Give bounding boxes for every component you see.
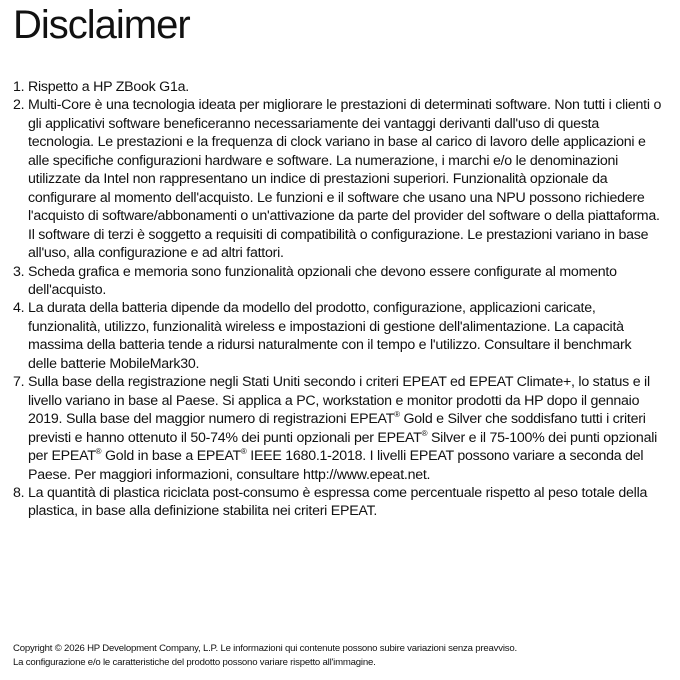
disclaimer-note [13, 299, 663, 373]
footer [13, 642, 673, 670]
note-number: 2. [13, 97, 25, 114]
note-text-segment: Gold e Silver che soddisfano tutti i criteri previsti e hanno ottenuto il 50-74% dei punti opzionali per EPEAT [28, 411, 646, 446]
note-number: 4. [13, 300, 25, 317]
configuration-note: La configurazione e/o le caratteristiche del prodotto possono variare rispetto all'immagine. [13, 657, 376, 668]
copyright-text: Copyright © 2026 HP Development Company, L.P. Le informazioni qui contenute possono subire variazioni senza preavviso. [13, 643, 517, 654]
registered-mark: ® [240, 447, 247, 457]
page-title: Disclaimer [13, 3, 190, 47]
disclaimer-note [13, 96, 663, 262]
registered-mark: ® [95, 447, 102, 457]
note-number: 1. [13, 79, 25, 95]
note-text-segment: Gold in base a EPEAT [101, 448, 241, 465]
note-text-segment: La durata della batteria dipende da modello del prodotto, configurazione, applicazioni caricate, funzionalità, utilizzo, funzionalità wireless e impostazioni di gestione dell'alimentazione. La capacità massima della batteria tende a ridursi naturalmente con il tempo e l'utilizzo. Consultare il benchmark delle batterie MobileMark30. [28, 300, 632, 372]
note-text [28, 485, 647, 519]
note-text-segment: Scheda grafica e memoria sono funzionalità opzionali che devono essere configurate al momento dell'acquisto. [28, 263, 617, 298]
note-text [28, 300, 631, 371]
disclaimer-note [13, 78, 663, 96]
note-text [28, 79, 189, 95]
disclaimer-note [13, 263, 663, 300]
note-text-segment: Multi-Core è una tecnologia ideata per migliorare le prestazioni di determinati software. Non tutti i clienti o gli applicativi software beneficeranno necessariamente dei vantaggi derivanti dall'uso di questa tecnologia. Le prestazioni e la frequenza di clock variano in base al carico di lavoro delle applicazioni e alle specifiche configurazioni hardware e software. La numerazione, i marchi e/o le denominazioni utilizzate da Intel non rappresentano un indice di prestazioni superiori. Funzionalità opzionale da configurare al momento dell'acquisto. Le funzioni e il software che usano una NPU possono richiedere l'acquisto di software/abbonamenti o un'attivazione da parte del provider del software o della piattaforma. Il software di terzi è soggetto a requisiti di compatibilità o configurazione. Le prestazioni variano in base all'uso, alla configurazione e ad altri fattori. [28, 97, 662, 262]
note-text [28, 374, 657, 482]
note-text-segment: Sulla base della registrazione negli Stati Uniti secondo i criteri EPEAT ed EPEAT Climate+, lo status e il livello variano in base al Paese. Si applica a PC, workstation e monitor prodotti da HP dopo il gennaio 2019. Sulla base del maggior numero di registrazioni EPEAT [28, 374, 650, 428]
registered-mark: ® [394, 410, 400, 420]
disclaimer-note [13, 373, 663, 484]
disclaimer-list [13, 78, 663, 521]
note-number: 8. [13, 484, 25, 501]
registered-mark: ® [421, 428, 428, 438]
note-text-segment: La quantità di plastica riciclata post-consumo è espressa come percentuale rispetto al peso totale della plastica, in base alla definizione stabilita nei criteri EPEAT. [28, 484, 648, 520]
note-text [28, 264, 617, 298]
note-text-segment: Rispetto a HP ZBook G1a. [28, 79, 189, 95]
note-text [28, 97, 661, 261]
note-number: 3. [13, 263, 25, 280]
note-text-segment: IEEE 1680.1-2018. I livelli EPEAT possono variare a seconda del Paese. Per maggiori informazioni, consultare http://www.epeat.net. [28, 448, 644, 483]
disclaimer-note [13, 484, 663, 521]
note-text-segment: Silver e il 75-100% dei punti opzionali per EPEAT [28, 429, 658, 465]
note-number: 7. [13, 374, 25, 391]
